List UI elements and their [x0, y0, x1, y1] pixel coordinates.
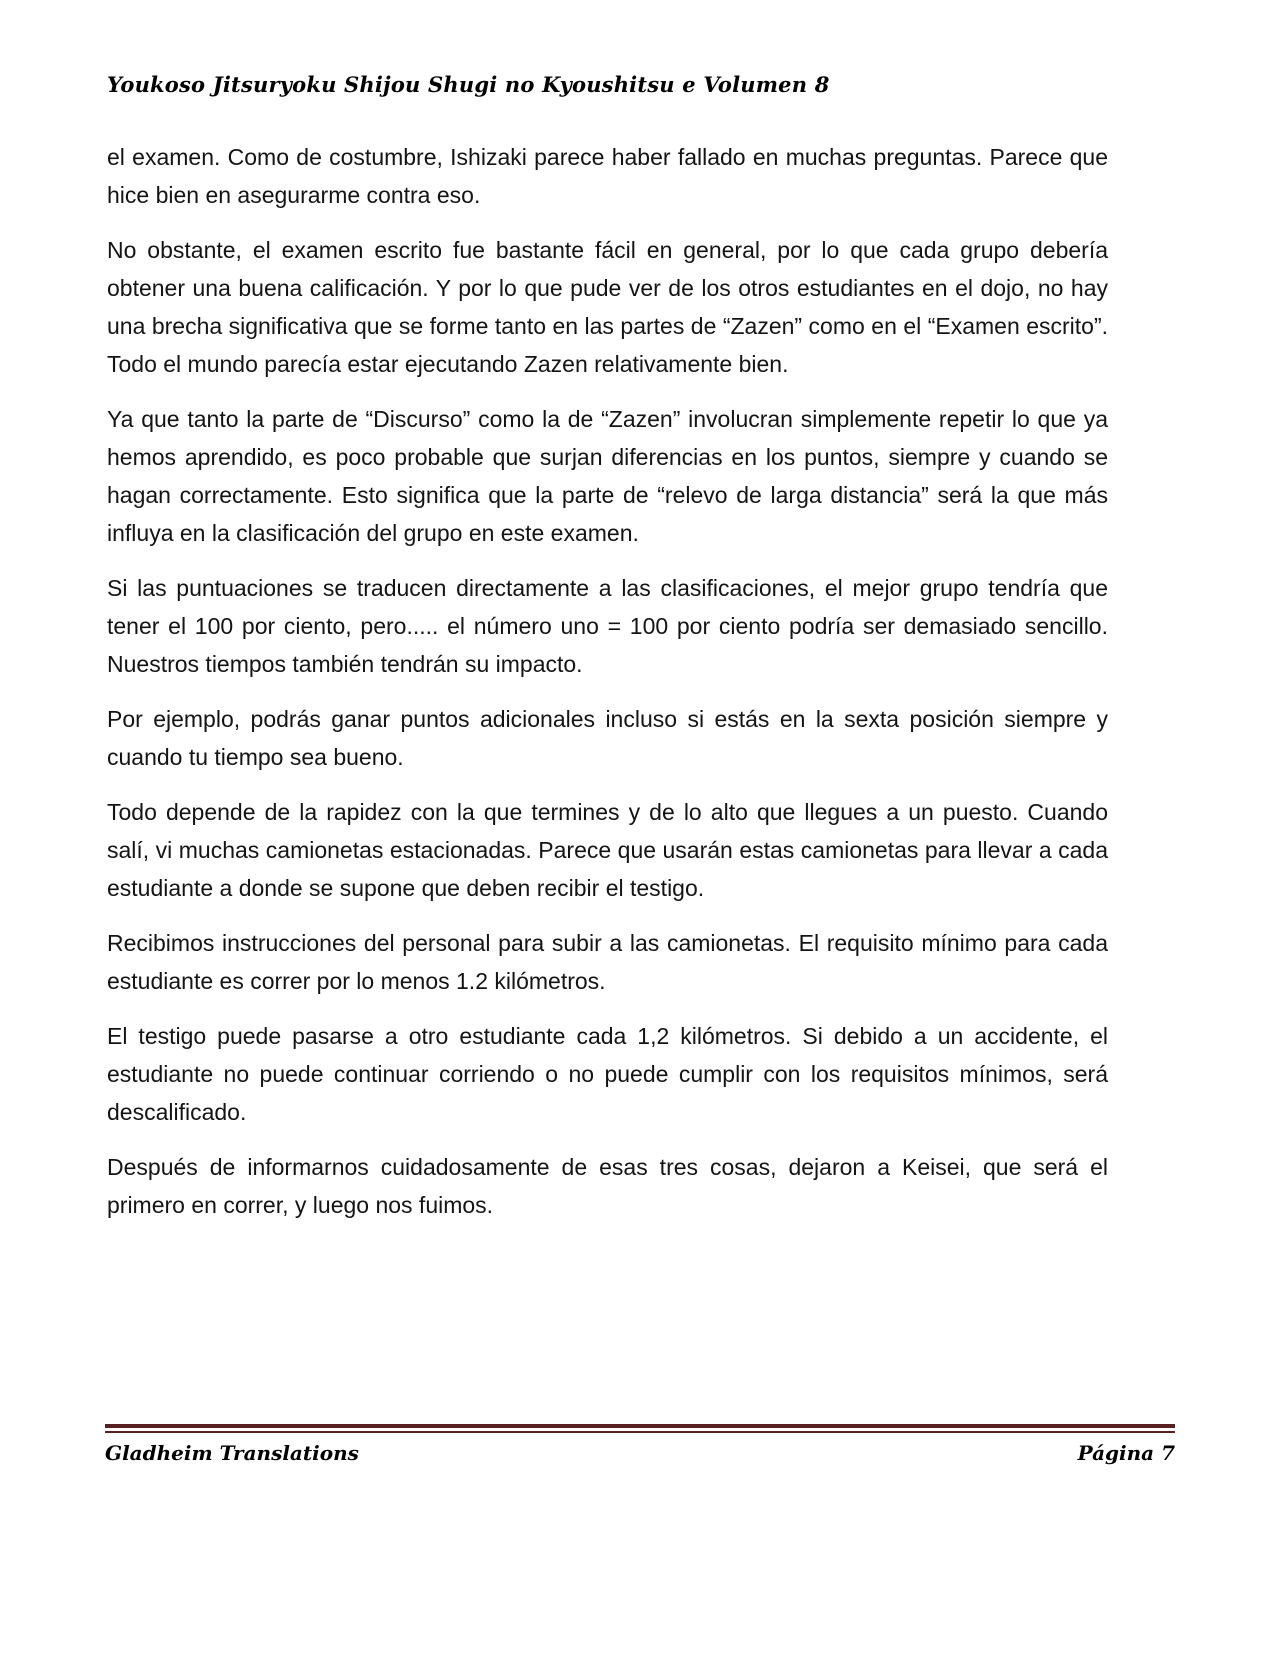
document-body — [107, 138, 1108, 1241]
body-paragraph: Ya que tanto la parte de “Discurso” como la de “Zazen” involucran simplemente repetir lo que ya hemos aprendido, es poco probable que surjan diferencias en los puntos, siempre y cuando se hagan correctamente. Esto significa que la parte de “relevo de larga distancia” será la que más influya en la clasificación del grupo en este examen. — [107, 406, 1108, 546]
footer-divider — [105, 1424, 1175, 1433]
body-paragraph: Recibimos instrucciones del personal para subir a las camionetas. El requisito mínimo para cada estudiante es correr por lo menos 1.2 kilómetros. — [107, 930, 1108, 994]
body-paragraph: Todo depende de la rapidez con la que termines y de lo alto que llegues a un puesto. Cuando salí, vi muchas camionetas estacionadas. Parece que usarán estas camionetas para llevar a cada estudiante a donde se supone que deben recibir el testigo. — [107, 799, 1108, 901]
footer-page-number: Página 7 — [1077, 1441, 1175, 1465]
body-paragraph: el examen. Como de costumbre, Ishizaki parece haber fallado en muchas preguntas. Parece que hice bien en asegurarme contra eso. — [107, 144, 1108, 208]
header-title: Youkoso Jitsuryoku Shijou Shugi no Kyoushitsu e Volumen 8 — [107, 72, 830, 97]
page-header — [107, 72, 1108, 97]
page-footer — [105, 1424, 1175, 1465]
footer-row — [105, 1441, 1175, 1465]
footer-translator-credit: Gladheim Translations — [105, 1441, 359, 1465]
body-paragraph: Después de informarnos cuidadosamente de esas tres cosas, dejaron a Keisei, que será el primero en correr, y luego nos fuimos. — [107, 1154, 1108, 1218]
body-paragraph: Por ejemplo, podrás ganar puntos adicionales incluso si estás en la sexta posición siempre y cuando tu tiempo sea bueno. — [107, 706, 1108, 770]
body-paragraph: Si las puntuaciones se traducen directamente a las clasificaciones, el mejor grupo tendría que tener el 100 por ciento, pero..... el número uno = 100 por ciento podría ser demasiado sencillo. Nuestros tiempos también tendrán su impacto. — [107, 575, 1108, 677]
body-paragraph: No obstante, el examen escrito fue bastante fácil en general, por lo que cada grupo debería obtener una buena calificación. Y por lo que pude ver de los otros estudiantes en el dojo, no hay una brecha significativa que se forme tanto en las partes de “Zazen” como en el “Examen escrito”. Todo el mundo parecía estar ejecutando Zazen relativamente bien. — [107, 237, 1108, 377]
body-paragraph: El testigo puede pasarse a otro estudiante cada 1,2 kilómetros. Si debido a un accidente, el estudiante no puede continuar corriendo o no puede cumplir con los requisitos mínimos, será descalificado. — [107, 1023, 1108, 1125]
